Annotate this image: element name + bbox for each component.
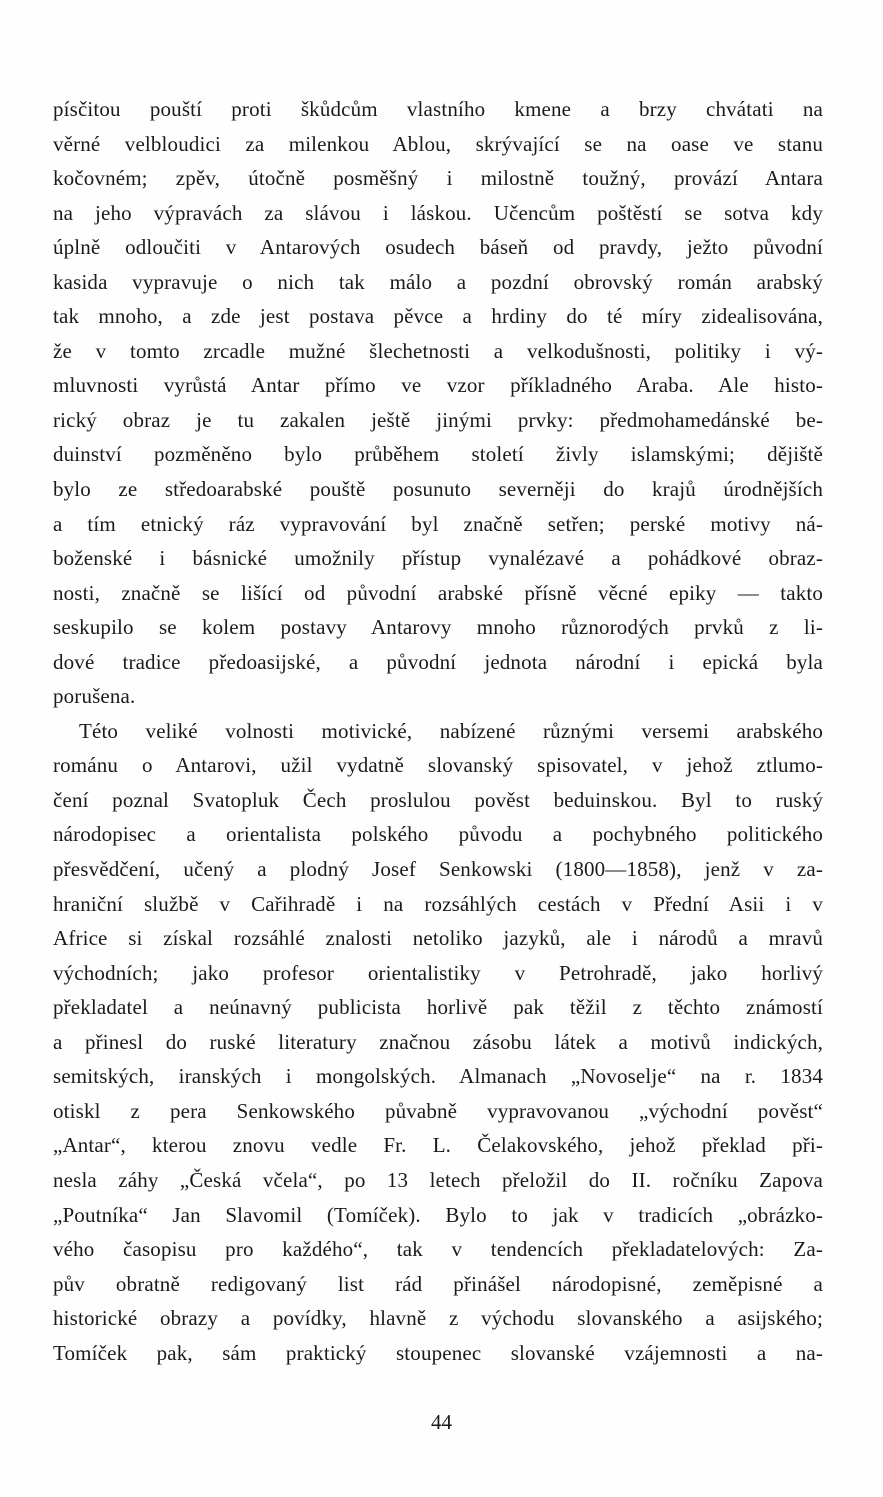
text-line: že v tomto zrcadle mužné šlechetnosti a velkodušnosti, politiky i vý- (53, 338, 823, 363)
text-line: tak mnoho, a zde jest postava pěvce a hrdiny do té míry zidealisována, (53, 304, 823, 329)
text-line: otiskl z pera Senkowského půvabně vypravovanou „východní pověst“ (53, 1098, 823, 1123)
text-line: semitských, iranských i mongolských. Almanach „Novoselje“ na r. 1834 (53, 1064, 823, 1089)
text-line: nosti, značně se lišící od původní arabské přísně věcné epiky — takto (53, 580, 823, 605)
body-text (53, 92, 823, 1370)
text-line: historické obrazy a povídky, hlavně z východu slovanského a asijského; (53, 1306, 823, 1331)
text-line: Africe si získal rozsáhlé znalosti netoliko jazyků, ale i národů a mravů (53, 926, 823, 951)
text-line: nesla záhy „Česká včela“, po 13 letech přeložil do II. ročníku Zapova (53, 1167, 823, 1192)
text-line: bylo ze středoarabské pouště posunuto severněji do krajů úrodnějších (53, 477, 823, 502)
text-line: seskupilo se kolem postavy Antarovy mnoho různorodých prvků z li- (53, 615, 823, 640)
text-line: Této veliké volnosti motivické, nabízené různými versemi arabského (79, 718, 823, 743)
text-line: rický obraz je tu zakalen ještě jinými prvky: předmohamedánské be- (53, 407, 823, 432)
page-number: 44 (431, 1410, 452, 1434)
text-line: duinství pozměněno bylo průběhem století živly islamskými; dějiště (53, 442, 823, 467)
text-line: vého časopisu pro každého“, tak v tendencích překladatelových: Za- (53, 1237, 823, 1262)
text-line: kasida vypravuje o nich tak málo a pozdní obrovský román arabský (53, 269, 823, 294)
text-line: Tomíček pak, sám praktický stoupenec slovanské vzájemnosti a na- (53, 1340, 823, 1365)
text-line: románu o Antarovi, užil vydatně slovanský spisovatel, v jehož ztlumo- (53, 753, 823, 778)
text-line: mluvnosti vyrůstá Antar přímo ve vzor příkladného Araba. Ale histo- (53, 373, 823, 398)
text-line: „Antar“, kterou znovu vedle Fr. L. Čelakovského, jehož překlad při- (53, 1133, 823, 1158)
text-line: a tím etnický ráz vypravování byl značně setřen; perské motivy ná- (53, 511, 823, 536)
text-line: věrné velbloudici za milenkou Ablou, skrývající se na oase ve stanu (53, 131, 823, 156)
text-line: písčitou pouští proti škůdcům vlastního kmene a brzy chvátati na (53, 97, 823, 121)
text-line: hraniční službě v Cařihradě i na rozsáhlých cestách v Přední Asii i v (53, 891, 823, 916)
text-line: boženské i básnické umožnily přístup vynalézavé a pohádkové obraz- (53, 546, 823, 571)
text-line: úplně odloučiti v Antarových osudech báseň od pravdy, ježto původní (53, 235, 823, 260)
paragraph-1 (53, 92, 823, 714)
paragraph-2 (53, 714, 823, 1370)
text-line: a přinesl do ruské literatury značnou zásobu látek a motivů indických, (53, 1029, 823, 1054)
text-line: „Poutníka“ Jan Slavomil (Tomíček). Bylo to jak v tradicích „obrázko- (53, 1202, 823, 1227)
text-line: kočovném; zpěv, útočně posměšný i milostně toužný, provází Antara (53, 166, 823, 191)
text-line: na jeho výpravách za slávou i láskou. Učencům poštěstí se sotva kdy (53, 200, 823, 225)
text-line: národopisec a orientalista polského původu a pochybného politického (53, 822, 823, 847)
text-line: dové tradice předoasijské, a původní jednota národní i epická byla (53, 649, 823, 674)
text-line: východních; jako profesor orientalistiky v Petrohradě, jako horlivý (53, 960, 823, 985)
text-line: čení poznal Svatopluk Čech proslulou pověst beduinskou. Byl to ruský (53, 787, 823, 812)
text-line: porušena. (53, 684, 136, 709)
text-line: překladatel a neúnavný publicista horlivě pak těžil z těchto známostí (53, 995, 823, 1020)
text-line: přesvědčení, učený a plodný Josef Senkowski (1800—1858), jenž v za- (53, 857, 823, 882)
text-line: pův obratně redigovaný list rád přinášel národopisné, zeměpisné a (53, 1271, 823, 1296)
